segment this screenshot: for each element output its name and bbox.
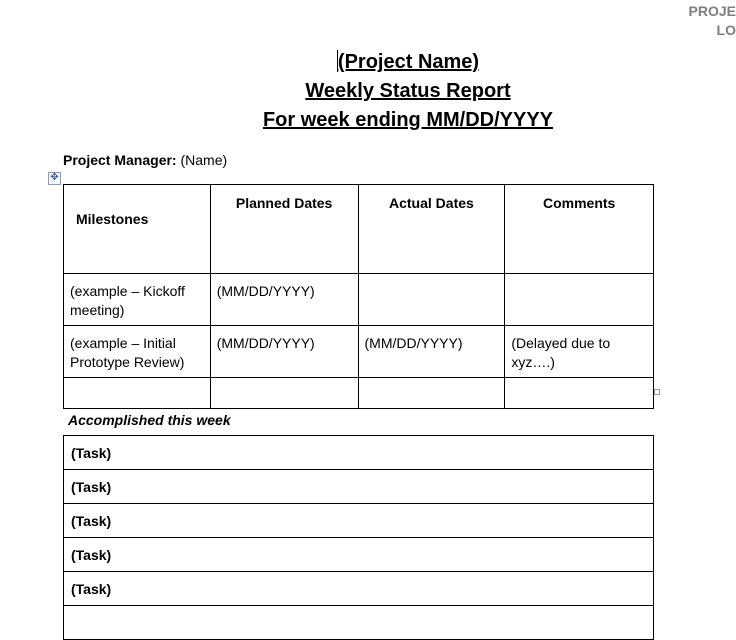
milestone-cell[interactable]: (example – Kickoff meeting) (64, 274, 211, 326)
table-resize-handle[interactable] (654, 389, 660, 395)
project-name-text: (Project Name) (337, 51, 480, 73)
accomplished-heading: Accomplished this week (68, 412, 231, 428)
corner-line-2: LO (716, 22, 736, 38)
task-cell[interactable]: (Task) (64, 504, 654, 538)
task-cell[interactable]: (Task) (64, 538, 654, 572)
task-cell[interactable]: (Task) (64, 436, 654, 470)
comments-cell[interactable]: (Delayed due to xyz….) (505, 326, 654, 378)
table-row (64, 274, 654, 326)
project-manager-line (63, 152, 227, 168)
milestones-header-row (64, 185, 654, 274)
table-row (64, 470, 654, 504)
title-block (0, 48, 736, 135)
table-row (64, 326, 654, 378)
table-row (64, 378, 654, 409)
actual-date-cell[interactable] (358, 378, 505, 409)
comments-cell[interactable] (505, 378, 654, 409)
header-milestones: Milestones (64, 185, 211, 274)
table-row (64, 572, 654, 606)
accomplished-tasks-table (63, 435, 654, 640)
corner-line-1: PROJE (688, 3, 736, 19)
task-cell[interactable]: (Task) (64, 470, 654, 504)
table-move-handle-icon[interactable]: ✥ (48, 172, 61, 185)
actual-date-cell[interactable]: (MM/DD/YYYY) (358, 326, 505, 378)
planned-date-cell[interactable]: (MM/DD/YYYY) (210, 274, 358, 326)
project-name-title[interactable] (0, 48, 736, 77)
planned-date-cell[interactable]: (MM/DD/YYYY) (210, 326, 358, 378)
milestone-cell[interactable] (64, 378, 211, 409)
milestone-cell[interactable]: (example – Initial Prototype Review) (64, 326, 211, 378)
header-actual-dates: Actual Dates (358, 185, 505, 274)
table-row (64, 504, 654, 538)
week-ending-title: For week ending MM/DD/YYYY (262, 109, 554, 131)
table-row (64, 606, 654, 640)
project-manager-label: Project Manager: (63, 152, 177, 168)
header-comments: Comments (505, 185, 654, 274)
header-corner-text (689, 2, 736, 40)
planned-date-cell[interactable] (210, 378, 358, 409)
comments-cell[interactable] (505, 274, 654, 326)
task-cell[interactable] (64, 606, 654, 640)
table-row (64, 436, 654, 470)
actual-date-cell[interactable] (358, 274, 505, 326)
task-cell[interactable]: (Task) (64, 572, 654, 606)
milestones-table (63, 184, 654, 409)
project-manager-value[interactable]: (Name) (180, 152, 228, 168)
header-planned-dates: Planned Dates (210, 185, 358, 274)
report-title: Weekly Status Report (305, 80, 511, 102)
table-row (64, 538, 654, 572)
